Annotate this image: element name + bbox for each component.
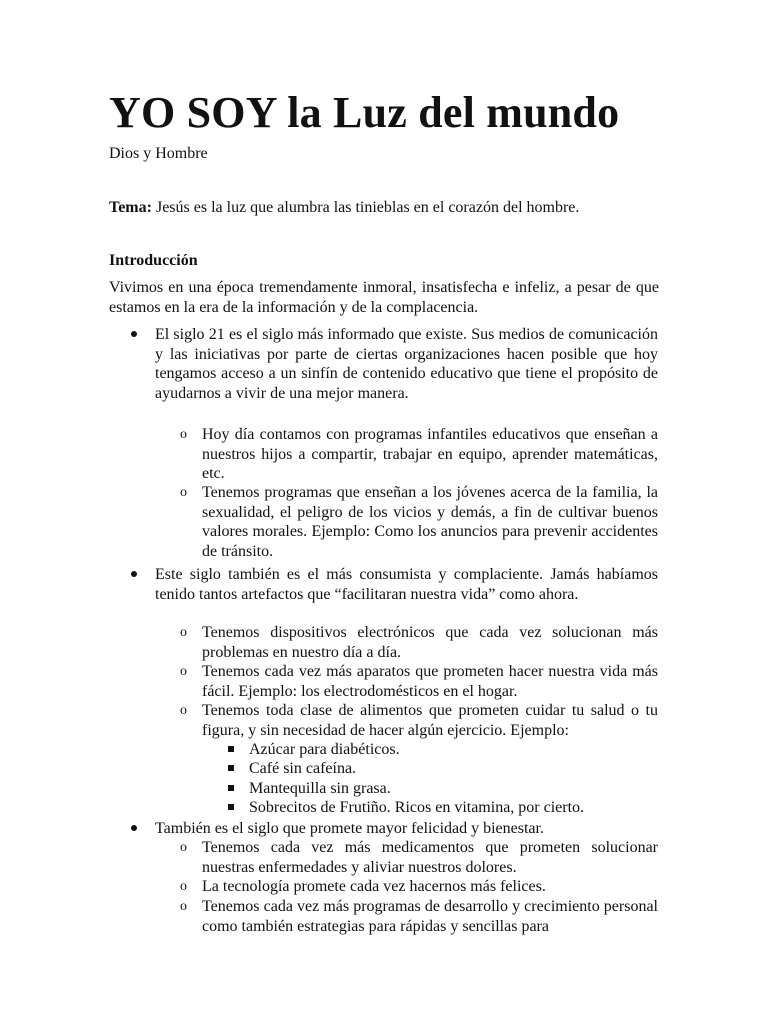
tema-label: Tema:	[109, 199, 152, 216]
document-subtitle: Dios y Hombre	[109, 145, 208, 162]
intro-heading: Introducción	[109, 252, 198, 269]
sub-bullet-item: Tenemos cada vez más medicamentos que prometen solucionar nuestras enfermedades y aliviar nuestros dolores.	[202, 839, 658, 876]
sub-sub-bullet-marker	[228, 798, 234, 818]
bullet-item: El siglo 21 es el siglo más informado que existe. Sus medios de comunicación y las iniciativas por parte de ciertas organizaciones hacen posible que hoy tengamos acceso a un sinfín de contenido educativo que tiene el propósito de ayudarnos a vivir de una mejor manera.	[155, 326, 658, 402]
tema-line	[109, 198, 579, 218]
sub-bullet-item: Hoy día contamos con programas infantiles educativos que enseñan a nuestros hijos a compartir, trabajar en equipo, aprender matemáticas, etc.	[202, 426, 658, 482]
sub-bullet-item: Tenemos programas que enseñan a los jóvenes acerca de la familia, la sexualidad, el peligro de los vicios y demás, a fin de cultivar buenos valores morales. Ejemplo: Como los anuncios para prevenir accidentes de tránsito.	[202, 484, 658, 560]
sub-bullet-marker: o	[180, 625, 187, 640]
sub-sub-bullet-item: Café sin cafeína.	[249, 760, 357, 777]
sub-bullet-item: Tenemos dispositivos electrónicos que cada vez solucionan más problemas en nuestro día a día.	[202, 624, 658, 661]
sub-sub-bullet-item: Sobrecitos de Frutiño. Ricos en vitamina, por cierto.	[249, 799, 585, 816]
sub-bullet-marker: o	[180, 485, 187, 500]
sub-bullet-marker: o	[180, 879, 187, 894]
bullet-item: También es el siglo que promete mayor felicidad y bienestar.	[155, 820, 544, 837]
sub-bullet-item: Tenemos cada vez más programas de desarrollo y crecimiento personal como también estrategias para rápidas y sencillas para	[202, 898, 658, 935]
sub-bullet-marker: o	[180, 899, 187, 914]
tema-text: Jesús es la luz que alumbra las tinieblas en el corazón del hombre.	[151, 199, 580, 216]
bullet-marker	[131, 819, 137, 839]
sub-sub-bullet-marker	[228, 759, 234, 779]
sub-bullet-marker: o	[180, 703, 187, 718]
sub-sub-bullet-marker	[228, 740, 234, 760]
sub-sub-bullet-item: Mantequilla sin grasa.	[249, 780, 391, 797]
sub-bullet-item: Tenemos toda clase de alimentos que prometen cuidar tu salud o tu figura, y sin necesidad de hacer algún ejercicio. Ejemplo:	[202, 702, 658, 739]
sub-sub-bullet-item: Azúcar para diabéticos.	[249, 741, 400, 758]
intro-paragraph: Vivimos en una época tremendamente inmoral, insatisfecha e infeliz, a pesar de que estamos en la era de la información y de la complacencia.	[109, 279, 659, 316]
bullet-item: Este siglo también es el más consumista y complaciente. Jamás habíamos tenido tantos artefactos que “facilitaran nuestra vida” como ahora.	[155, 566, 658, 603]
sub-bullet-marker: o	[180, 664, 187, 679]
sub-bullet-marker: o	[180, 840, 187, 855]
sub-bullet-item: Tenemos cada vez más aparatos que prometen hacer nuestra vida más fácil. Ejemplo: los electrodomésticos en el hogar.	[202, 663, 658, 700]
sub-bullet-item: La tecnología promete cada vez hacernos más felices.	[202, 878, 546, 895]
sub-bullet-marker: o	[180, 427, 187, 442]
bullet-marker	[131, 565, 137, 585]
document-title: YO SOY la Luz del mundo	[109, 88, 620, 137]
bullet-marker	[131, 325, 137, 345]
sub-sub-bullet-marker	[228, 779, 234, 799]
